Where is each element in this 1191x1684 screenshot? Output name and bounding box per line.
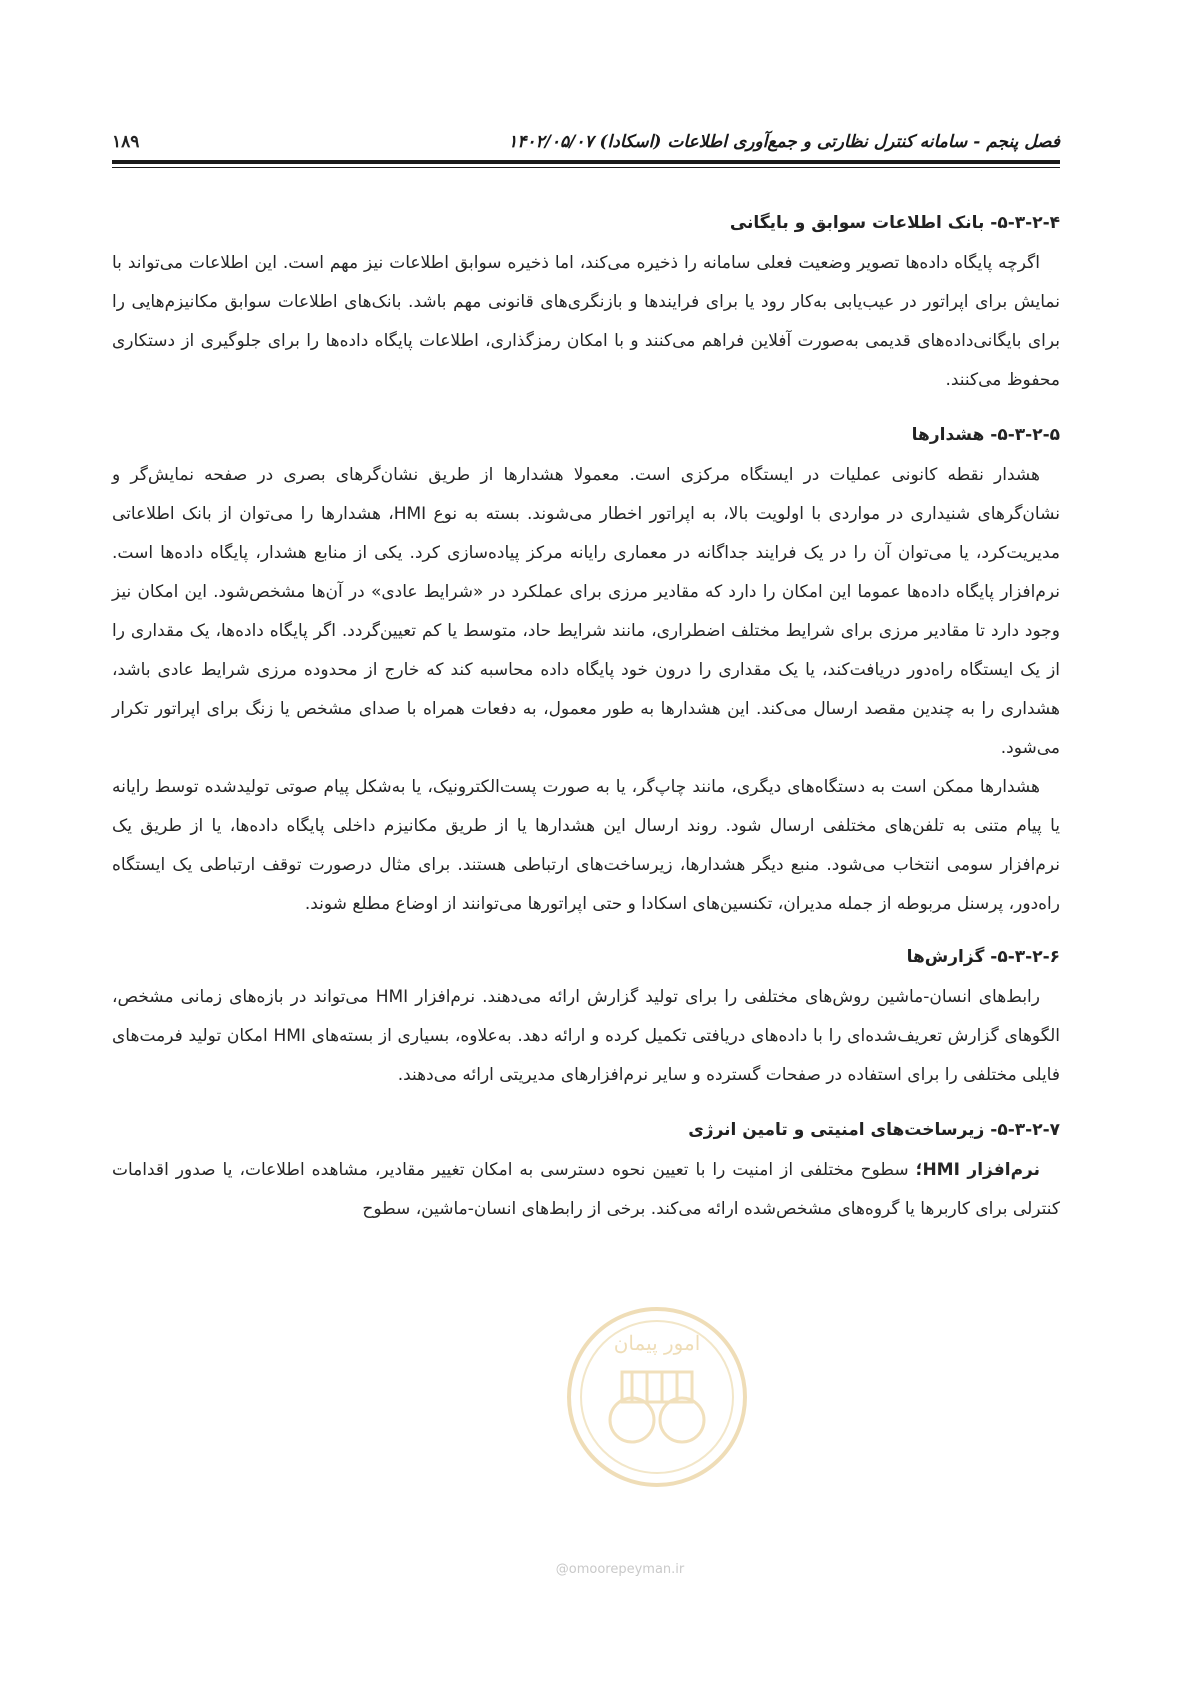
paragraph-reports: رابط‌های انسان-ماشین روش‌های مختلفی را برای تولید گزارش ارائه می‌دهند. نرم‌افزار HMI می‌تواند در بازه‌های زمانی مشخص، الگوهای گزارش تعریف‌شده‌ای را با داده‌های دریافتی تکمیل کرده و ارائه دهد. به‌علاوه، بسیاری از بسته‌های HMI امکان تولید فرمت‌های فایلی مختلفی را برای استفاده در صفحات گسترده و سایر نرم‌افزارهای مدیریتی ارائه می‌دهند. bbox=[112, 987, 1060, 1085]
paragraph-archive: اگرچه پایگاه داده‌ها تصویر وضعیت فعلی سامانه را ذخیره می‌کند، اما ذخیره سوابق اطلاعات نیز مهم است. این اطلاعات می‌تواند با نمایش برای اپراتور در عیب‌یابی به‌کار رود یا برای فرایندها و بازنگری‌های قانونی مهم باشد. بانک‌های اطلاعات سوابق مکانیزم‌هایی را برای بایگانی‌داده‌های قدیمی به‌صورت آفلاین فراهم می‌کنند و با امکان رمزگذاری، اطلاعات پایگاه داده‌ها را برای جلوگیری از دستکاری محفوظ می‌کنند. bbox=[112, 253, 1060, 390]
paragraph-alarms-2: هشدارها ممکن است به دستگاه‌های دیگری، مانند چاپ‌گر، یا به صورت پست‌الکترونیک، یا به‌شکل پیام صوتی تولیدشده توسط رایانه یا پیام متنی به تلفن‌های مختلفی ارسال شود. روند ارسال این هشدارها یا از طریق مکانیزم داخلی پایگاه داده‌ها، یا از طریق یک نرم‌افزار سومی انتخاب می‌شود. منبع دیگر هشدارها، زیرساخت‌های ارتباطی هستند. برای مثال درصورت توقف ارتباطی یک ایستگاه راه‌دور، پرسنل مربوطه از جمله مدیران، تکنسین‌های اسکادا و حتی اپراتورها می‌توانند از اوضاع مطلع شوند. bbox=[112, 777, 1060, 914]
page-body bbox=[112, 210, 1060, 1229]
page-header bbox=[112, 128, 1060, 158]
watermark-seal bbox=[562, 1302, 752, 1492]
header-rule-thick bbox=[112, 160, 1060, 164]
header-rule-thin bbox=[112, 167, 1060, 168]
paragraph-lead-term: نرم‌افزار HMI؛ bbox=[915, 1160, 1040, 1180]
section-heading-alarms: ۵-۳-۲-۵- هشدارها bbox=[911, 425, 1060, 445]
section-heading-security: ۵-۳-۲-۷- زیرساخت‌های امنیتی و تامین انرژی bbox=[688, 1120, 1060, 1140]
paragraph-security-text: سطوح مختلفی از امنیت را با تعیین نحوه دسترسی به امکان تغییر مقادیر، مشاهده اطلاعات، یا صدور اقدامات کنترلی برای کاربرها یا گروه‌های مشخص‌شده ارائه می‌کند. برخی از رابط‌های انسان-ماشین، سطوح bbox=[112, 1160, 1060, 1219]
section-heading-archive: ۵-۳-۲-۴- بانک اطلاعات سوابق و بایگانی bbox=[729, 213, 1060, 233]
watermark-url: @omoorepeyman.ir bbox=[555, 1562, 685, 1577]
paragraph-alarms-1: هشدار نقطه کانونی عملیات در ایستگاه مرکزی است. معمولا هشدارها از طریق نشان‌گرهای بصری در صفحه نمایش‌گر و نشان‌گرهای شنیداری در مواردی با اولویت بالا، به اپراتور اخطار می‌شوند. بسته به نوع HMI، هشدارها را می‌توان از بانک اطلاعاتی مدیریت‌کرد، یا می‌توان آن را در یک فرایند جداگانه در معماری رایانه مرکز پیاده‌سازی کرد. یکی از منابع هشدار، پایگاه داده‌ها است. نرم‌افزار پایگاه داده‌ها عموما این امکان را دارد که مقادیر مرزی برای عملکرد در «شرایط عادی» در آن‌ها مشخص‌شود. این امکان نیز وجود دارد تا مقادیر مرزی برای شرایط مختلف اضطراری، مانند شرایط حاد، متوسط یا کم تعیین‌گردد. اگر پایگاه داده‌ها، یک مقداری را از یک ایستگاه راه‌دور دریافت‌کند، یا یک مقداری را درون خود پایگاه داده محاسبه کند که خارج از محدوده مرزی شرایط عادی باشد، هشداری را به چندین مقصد ارسال می‌کند. این هشدارها به طور معمول، به دفعات همراه با صدای مشخص یا زنگ برای اپراتور تکرار می‌شود. bbox=[112, 465, 1060, 758]
section-heading-reports: ۵-۳-۲-۶- گزارش‌ها bbox=[906, 947, 1060, 967]
page-number: ۱۸۹ bbox=[112, 132, 140, 152]
watermark-text: امور پیمان bbox=[613, 1331, 701, 1355]
running-header-title: فصل پنجم - سامانه کنترل نظارتی و جمع‌آوری اطلاعات (اسکادا) ۱۴۰۲/۰۵/۰۷ bbox=[508, 132, 1060, 152]
paragraph-security bbox=[112, 1151, 1060, 1229]
